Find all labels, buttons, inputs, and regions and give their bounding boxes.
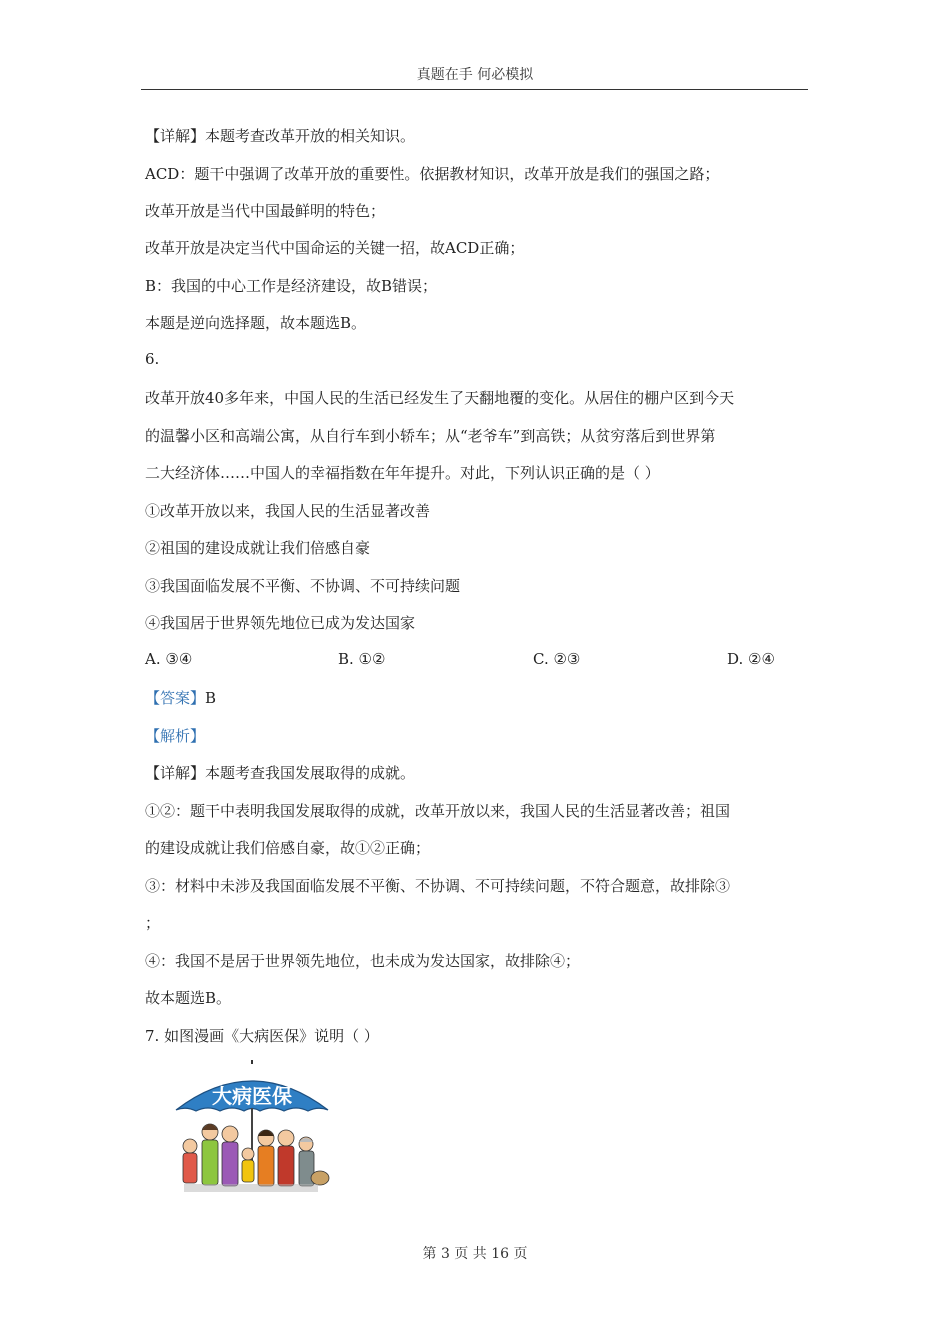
question-stem: 的温馨小区和高端公寓，从自行车到小轿车；从“老爷车”到高铁；从贫穷落后到世界第 <box>145 427 716 445</box>
question-7-stem: 7. 如图漫画《大病医保》说明（ ） <box>145 1027 379 1045</box>
page-footer: 第 3 页 共 16 页 <box>422 1246 528 1262</box>
answer-value: B <box>205 689 217 707</box>
detail-q5: 【详解】本题考查改革开放的相关知识。 <box>145 127 416 145</box>
statement-2: ②祖国的建设成就让我们倍感自豪 <box>145 539 371 557</box>
question-stem: 二大经济体……中国人的幸福指数在年年提升。对此，下列认识正确的是（ ） <box>145 464 660 482</box>
statement-3: ③我国面临发展不平衡、不协调、不可持续问题 <box>145 577 461 595</box>
umbrella-cartoon-image <box>168 1058 336 1208</box>
explanation-4: ④：我国不是居于世界领先地位，也未成为发达国家，故排除④； <box>145 952 581 970</box>
explanation-3: ③：材料中未涉及我国面临发展不平衡、不协调、不可持续问题，不符合题意，故排除③ <box>145 877 731 895</box>
statement-1: ①改革开放以来，我国人民的生活显著改善 <box>145 502 431 520</box>
explanation-line: 的建设成就让我们倍感自豪，故①②正确； <box>145 839 431 857</box>
answer-row <box>145 687 216 708</box>
umbrella-label: 大病医保 <box>212 1084 292 1108</box>
page-header: 真题在手 何必模拟 <box>416 67 534 83</box>
explanation-b: B：我国的中心工作是经济建设，故B错误； <box>145 277 438 295</box>
option-a: A. ③④ <box>145 650 193 668</box>
answer-label: 【答案】 <box>145 689 206 707</box>
question-stem: 改革开放40多年来，中国人民的生活已经发生了天翻地覆的变化。从居住的棚户区到今天 <box>145 389 735 407</box>
option-b: B. ①② <box>338 650 386 668</box>
explanation-line: ； <box>145 914 161 932</box>
option-d: D. ②④ <box>727 650 775 668</box>
explanation-12: ①②：题干中表明我国发展取得的成就，改革开放以来，我国人民的生活显著改善；祖国 <box>145 802 731 820</box>
conclusion-q6: 故本题选B。 <box>145 989 232 1007</box>
conclusion-q5: 本题是逆向选择题，故本题选B。 <box>145 314 367 332</box>
header-divider <box>141 89 808 90</box>
question-number-6: 6. <box>145 350 160 368</box>
option-c: C. ②③ <box>533 650 581 668</box>
explanation-line: 改革开放是当代中国最鲜明的特色； <box>145 202 386 220</box>
family-group <box>183 1124 329 1192</box>
statement-4: ④我国居于世界领先地位已成为发达国家 <box>145 614 416 632</box>
detail-q6: 【详解】本题考查我国发展取得的成就。 <box>145 764 416 782</box>
explanation-acd: ACD：题干中强调了改革开放的重要性。依据教材知识，改革开放是我们的强国之路； <box>145 165 720 183</box>
explanation-line: 改革开放是决定当代中国命运的关键一招，故ACD正确； <box>145 239 525 257</box>
analysis-label: 【解析】 <box>145 727 206 745</box>
